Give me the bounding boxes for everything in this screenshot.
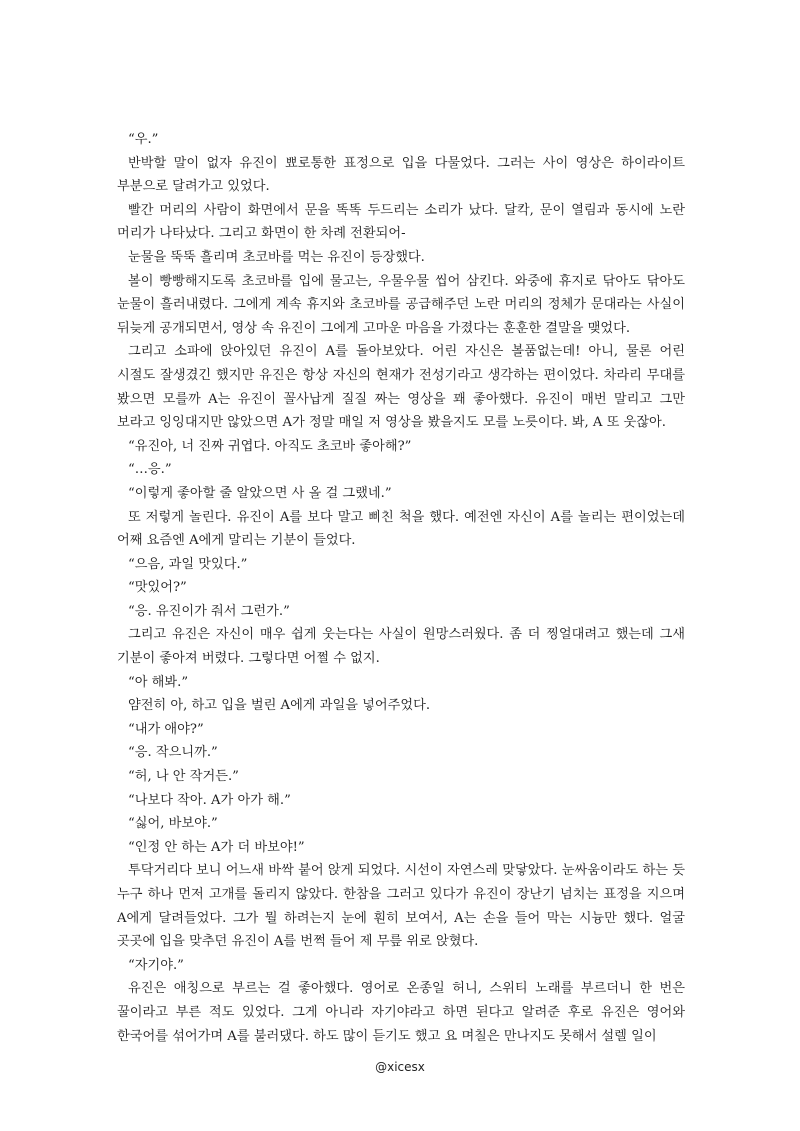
paragraph: “내가 애야?” [128,721,204,737]
paragraph: “싫어, 바보야.” [128,816,218,832]
paragraph: “이렇게 좋아할 줄 알았으면 사 올 걸 그랬네.” [128,485,392,501]
paragraph: 유진은 애칭으로 부르는 걸 좋아했다. 영어로 온종일 허니, 스위티 노래를 부르더니 한 번은 꿀이라고 부른 적도 있었다. 그게 아니라 자기야라고 하면 된다고 알려준 후로 유진은 영어와 한국어를 섞어가며 A를 불러댔다. 하도 많이 듣기도 했고 요 며칠은 만나지도 못해서 설렐 일이 [117,981,685,1044]
paragraph: “으음, 과일 맛있다.” [128,556,248,572]
paragraph: “허, 나 안 작거든.” [128,769,239,785]
paragraph: 얌전히 아, 하고 입을 벌린 A에게 과일을 넣어주었다. [128,698,431,714]
paragraph: “응. 작으니까.” [128,745,218,761]
paragraph: “응. 유진이가 줘서 그런가.” [128,603,290,619]
paragraph: 눈물을 뚝뚝 흘리며 초코바를 먹는 유진이 등장했다. [128,249,425,265]
author-watermark: @xicesx [375,1060,425,1074]
paragraph: 그리고 유진은 자신이 매우 쉽게 웃는다는 사실이 원망스러웠다. 좀 더 찡얼대려고 했는데 그새 기분이 좋아져 버렸다. 그렇다면 어쩔 수 없지. [117,627,685,667]
paragraph: “…응.” [128,462,172,478]
paragraph: “우.” [128,132,159,147]
paragraph: “유진아, 너 진짜 귀엽다. 아직도 초코바 좋아해?” [128,438,412,454]
paragraph: 투닥거리다 보니 어느새 바싹 붙어 앉게 되었다. 시선이 자연스레 맞닿았다. 눈싸움이라도 하는 듯 누구 하나 먼저 고개를 돌리지 않았다. 한참을 그러고 있다가 유진이 장난기 넘치는 표정을 지으며 A에게 달려들었다. 그가 뭘 하려는지 눈에 훤히 보여서, A는 손을 들어 막는 시늉만 했다. 얼굴 곳곳에 입을 맞추던 유진이 A를 번쩍 들어 제 무릎 위로 앉혔다. [117,863,685,950]
story-text [117,128,685,1048]
paragraph: 빨간 머리의 사람이 화면에서 문을 똑똑 두드리는 소리가 났다. 달칵, 문이 열림과 동시에 노란 머리가 나타났다. 그리고 화면이 한 차례 전환되어- [117,202,685,242]
paragraph: 볼이 빵빵해지도록 초코바를 입에 물고는, 우물우물 씹어 삼킨다. 와중에 휴지로 닦아도 닦아도 눈물이 흘러내렸다. 그에게 계속 휴지와 초코바를 공급해주던 노란 머리의 정체가 문대라는 사실이 뒤늦게 공개되면서, 영상 속 유진이 그에게 고마운 마음을 가졌다는 훈훈한 결말을 맺었다. [117,273,685,336]
paragraph: “인정 안 하는 A가 더 바보야!” [128,839,305,855]
paragraph: “아 해봐.” [128,674,189,690]
paragraph: “나보다 작아. A가 아가 해.” [128,792,291,808]
paragraph: 그리고 소파에 앉아있던 유진이 A를 돌아보았다. 어린 자신은 볼품없는데! 아니, 물론 어린 시절도 잘생겼긴 했지만 유진은 항상 자신의 현재가 전성기라고 생각하는 편이었다. 차라리 무대를 봤으면 모를까 A는 유진이 꼴사납게 질질 짜는 영상을 꽤 좋아했다. 유진이 매번 말리고 그만 보라고 잉잉대지만 않았으면 A가 정말 매일 저 영상을 봤을지도 모를 노릇이다. 봐, A 또 웃잖아. [117,344,685,431]
paragraph: 반박할 말이 없자 유진이 뾰로통한 표정으로 입을 다물었다. 그러는 사이 영상은 하이라이트 부분으로 달려가고 있었다. [117,155,685,195]
paragraph: 또 저렇게 놀린다. 유진이 A를 보다 말고 삐친 척을 했다. 예전엔 자신이 A를 놀리는 편이었는데 어째 요즘엔 A에게 말리는 기분이 들었다. [117,509,685,549]
paragraph: “자기야.” [128,957,184,973]
paragraph: “맛있어?” [128,580,187,596]
